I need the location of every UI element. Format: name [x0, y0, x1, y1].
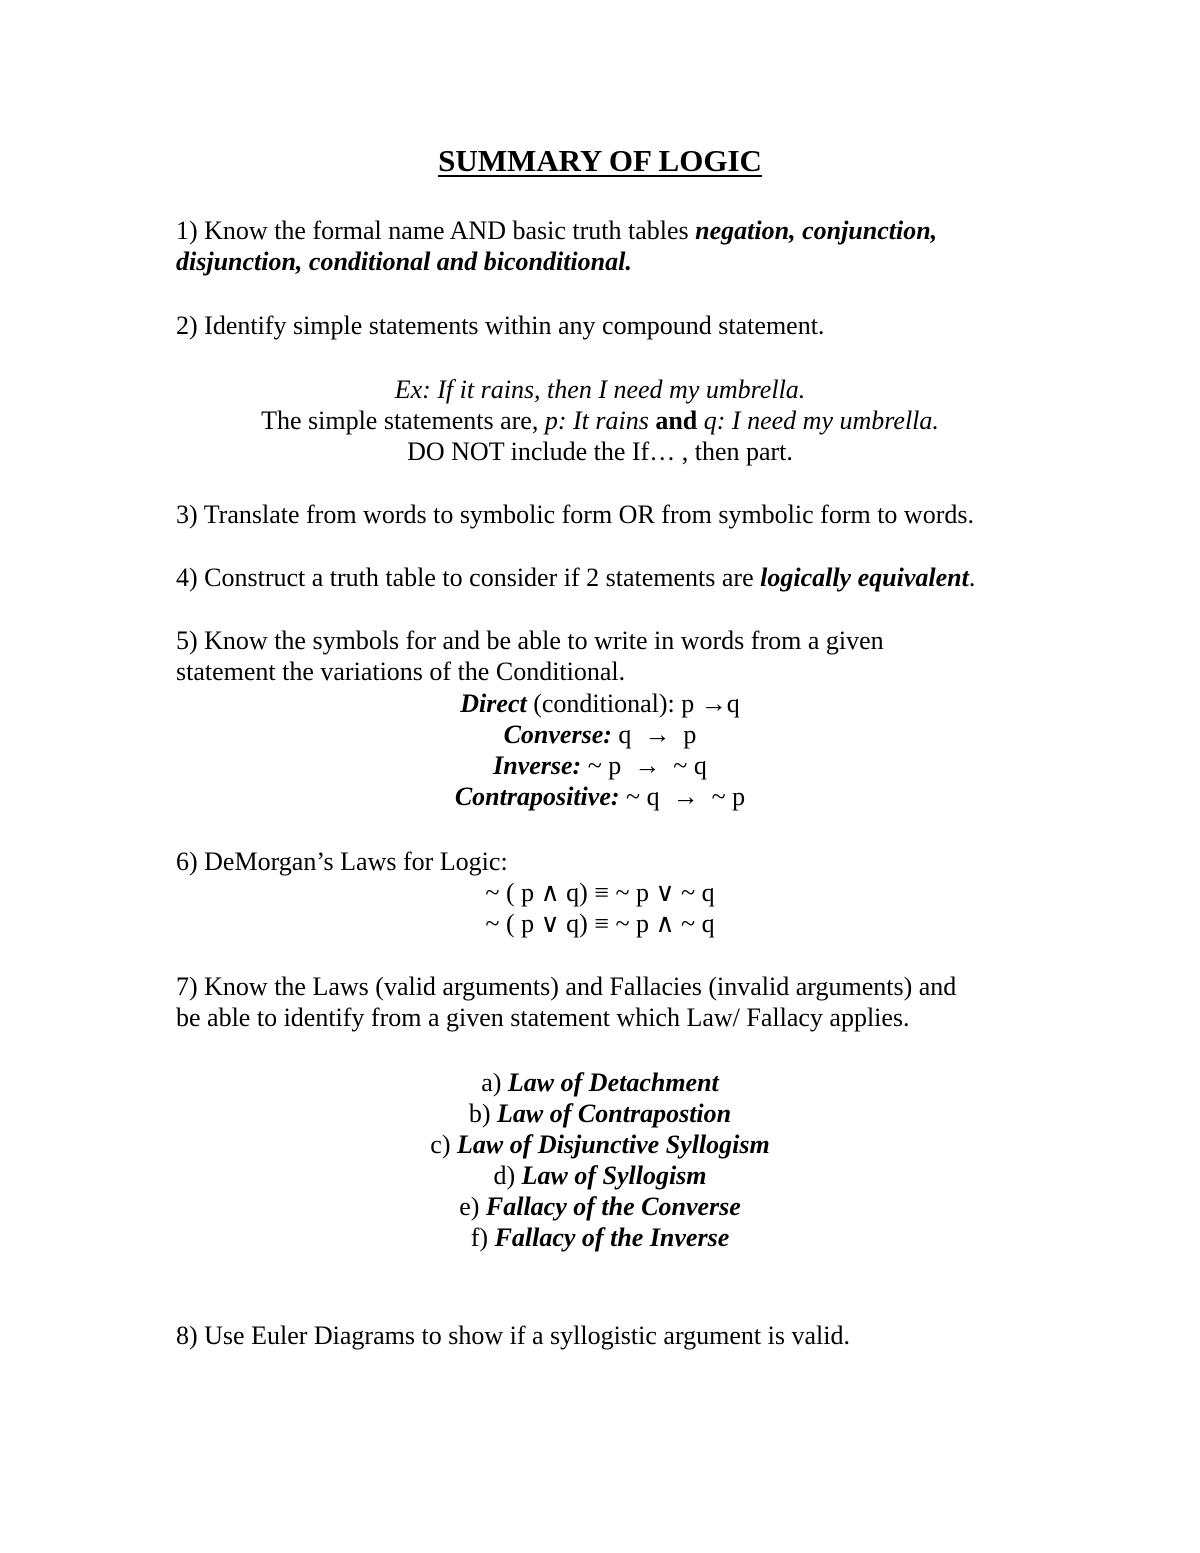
variation-contrapositive: Contrapositive: ~ q → ~ p: [454, 782, 746, 811]
law-item-d: d) Law of Syllogism: [493, 1161, 707, 1190]
demorgan-law-1: ~ ( p ∧ q) ≡ ~ p ∨ ~ q: [485, 878, 715, 907]
law-item-f: f) Fallacy of the Inverse: [470, 1223, 730, 1252]
page-title: SUMMARY OF LOGIC: [438, 143, 762, 178]
item-8-text: 8) Use Euler Diagrams to show if a syllogistic argument is valid.: [176, 1321, 850, 1350]
demorgan-law-2: ~ ( p ∨ q) ≡ ~ p ∧ ~ q: [485, 909, 715, 938]
item-4-lead: 4) Construct a truth table to consider if 2 statements are: [176, 563, 761, 592]
item-1-emph-2: disjunction, conditional and biconditional.: [176, 247, 632, 276]
item-2-q-statement: q: I need my umbrella.: [703, 406, 939, 435]
item-2-and: and: [648, 406, 704, 435]
item-2-note: DO NOT include the If… , then part.: [407, 437, 793, 466]
item-1-emph-1: negation, conjunction,: [695, 216, 938, 245]
variation-converse: Converse: q → p: [503, 720, 697, 749]
item-7-line-2: be able to identify from a given statement which Law/ Fallacy applies.: [176, 1003, 910, 1032]
item-2: [176, 310, 1056, 341]
item-5-line-2: statement the variations of the Conditional.: [176, 657, 626, 686]
item-4-tail: .: [968, 563, 976, 592]
law-item-a: a) Law of Detachment: [481, 1068, 719, 1097]
item-2-text: 2) Identify simple statements within any compound statement.: [176, 311, 825, 340]
item-8: [176, 1320, 1056, 1351]
laws-list: [0, 1067, 1200, 1253]
item-7: [176, 971, 1056, 1033]
law-item-e: e) Fallacy of the Converse: [459, 1192, 741, 1221]
item-2-example: Ex: If it rains, then I need my umbrella.: [394, 375, 806, 404]
item-3: [176, 499, 1056, 530]
item-3-text: 3) Translate from words to symbolic form OR from symbolic form to words.: [176, 500, 974, 529]
item-5: [176, 625, 1056, 687]
item-5-line-1: 5) Know the symbols for and be able to write in words from a given: [176, 626, 884, 655]
item-6-text: 6) DeMorgan’s Laws for Logic:: [176, 847, 508, 876]
item-4-emph: logically equivalent: [760, 563, 969, 592]
law-item-b: b) Law of Contrapostion: [468, 1099, 732, 1128]
item-1-lead: 1) Know the formal name AND basic truth tables: [176, 216, 696, 245]
demorgan-laws: [0, 877, 1200, 939]
conditional-variations: [0, 688, 1200, 812]
item-2-p-statement: p: It rains: [544, 406, 649, 435]
item-2-example-block: [0, 374, 1200, 467]
law-item-c: c) Law of Disjunctive Syllogism: [430, 1130, 770, 1159]
item-4: [176, 562, 1056, 593]
variation-inverse: Inverse: ~ p → ~ q: [493, 751, 707, 780]
variation-direct: Direct (conditional): p →q: [460, 689, 740, 718]
item-1: [176, 215, 1056, 277]
item-2-simple-lead: The simple statements are,: [261, 406, 545, 435]
item-7-line-1: 7) Know the Laws (valid arguments) and Fallacies (invalid arguments) and: [176, 972, 957, 1001]
item-6: [176, 846, 1056, 877]
